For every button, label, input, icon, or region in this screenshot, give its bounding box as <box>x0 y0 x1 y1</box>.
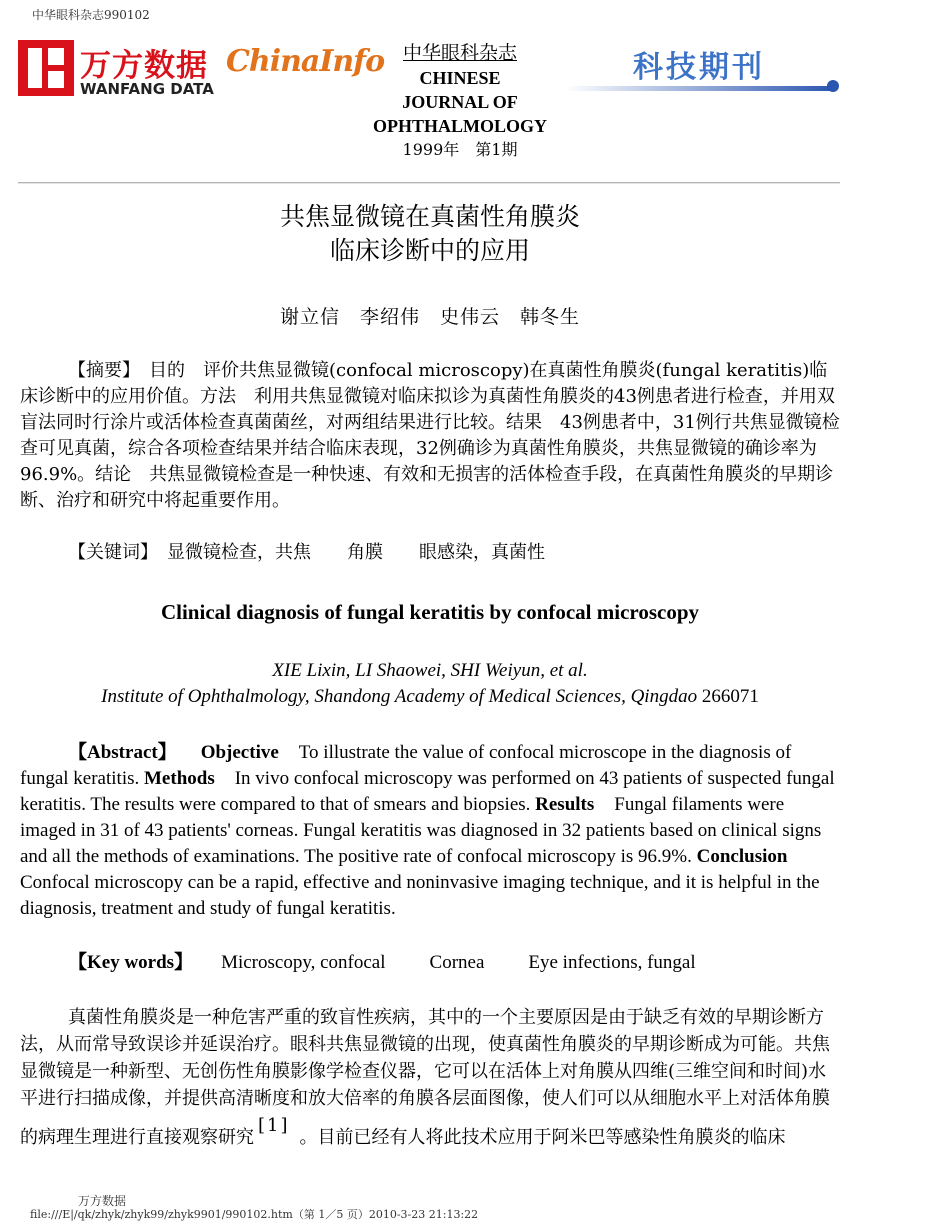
page-header: 中华眼科杂志990102 <box>32 8 150 22</box>
header-divider <box>18 182 840 184</box>
keywords-en-label: 【Key words】 <box>68 952 194 973</box>
journal-name-en-3: OPHTHALMOLOGY <box>372 116 547 136</box>
body-paragraph <box>20 1004 840 1151</box>
article-title-cn-line2: 临床诊断中的应用 <box>329 236 530 265</box>
keyword-3: Eye infections, fungal <box>528 952 696 973</box>
abstract-label: 【Abstract】 <box>68 742 177 763</box>
keyword-1: Microscopy, confocal <box>221 952 386 973</box>
keywords-en <box>20 950 840 976</box>
kjqk-logo[interactable] <box>565 40 845 100</box>
journal-name-en-1: CHINESE <box>419 68 501 88</box>
methods-label: Methods <box>144 768 215 789</box>
wanfang-logo-en: WANFANG DATA <box>80 80 214 98</box>
authors-cn: 谢立信 李绍伟 史伟云 韩冬生 <box>279 306 580 328</box>
journal-name-cn[interactable]: 中华眼科杂志 <box>402 42 517 64</box>
journal-heading <box>350 40 570 162</box>
wanfang-logo[interactable] <box>18 40 223 100</box>
institute-en <box>0 684 860 710</box>
footer-watermark: 万方数据 <box>78 1194 127 1208</box>
methods-text: In vivo confocal microscopy was performed on 43 patients of suspected fungal keratitis. The results were compared to that of smears and biopsies. <box>20 768 835 815</box>
article-title-en: Clinical diagnosis of fungal keratitis by confocal microscopy <box>160 600 700 624</box>
conclusion-text: Confocal microscopy can be a rapid, effective and noninvasive imaging technique, and it is helpful in the diagnosis, treatment and study of fungal keratitis. <box>20 872 820 919</box>
kjqk-dot-icon <box>827 80 839 92</box>
footer-path: file:///E|/qk/zhyk/zhyk99/zhyk9901/990102.htm（第 1／5 页）2010-3-23 21:13:22 <box>30 1208 479 1221</box>
objective-label: Objective <box>200 742 279 763</box>
body-text-b: 。目前已经有人将此技术应用于阿米巴等感染性角膜炎的临床 <box>299 1127 786 1148</box>
abstract-cn: 【摘要】 目的 评价共焦显微镜(confocal microscopy)在真菌性角膜炎(fungal keratitis)临床诊断中的应用价值。方法 利用共焦显微镜对临床拟诊为真菌性角膜炎的43例患者进行检查，并用双盲法同时行涂片或活体检查真菌菌丝，对两组结果进行比较。结果 43例患者中，31例行共焦显微镜检查可见真菌，综合各项检查结果并结合临床表现，32例确诊为真菌性角膜炎，共焦显微镜的确诊率为96.9%。结论 共焦显微镜检查是一种快速、有效和无损害的活体检查手段，在真菌性角膜炎的早期诊断、治疗和研究中将起重要作用。 <box>20 360 840 511</box>
wanfang-logo-cn: 万方数据 <box>80 48 208 84</box>
keyword-2: Cornea <box>429 952 485 973</box>
journal-name-en-2: JOURNAL OF <box>402 92 518 112</box>
abstract-en <box>20 740 840 922</box>
authors-en: XIE Lixin, LI Shaowei, SHI Weiyun, et al. <box>272 660 588 681</box>
objective-text: To illustrate the value of confocal microscope in the diagnosis of fungal keratitis. <box>20 742 792 789</box>
keywords-cn: 【关键词】 显微镜检查，共焦 角膜 眼感染，真菌性 <box>68 542 545 563</box>
conclusion-label: Conclusion <box>696 846 788 867</box>
reference-link[interactable]: [1] <box>258 1115 290 1136</box>
journal-issue: 1999年 第1期 <box>402 140 518 159</box>
kjqk-logo-text: 科技期刊 <box>633 50 765 85</box>
chinainfo-logo[interactable]: ChinaInfo <box>226 44 385 79</box>
body-text-a: 真菌性角膜炎是一种危害严重的致盲性疾病，其中的一个主要原因是由于缺乏有效的早期诊断方法，从而常导致误诊并延误治疗。眼科共焦显微镜的出现，使真菌性角膜炎的早期诊断成为可能。共焦显微镜是一种新型、无创伤性角膜影像学检查仪器，它可以在活体上对角膜从四维(三维空间和时间)水平进行扫描成像，并提供高清晰度和放大倍率的角膜各层面图像，使人们可以从细胞水平上对活体角膜的病理生理进行直接观察研究 <box>20 1007 830 1148</box>
institute-name: Institute of Ophthalmology, Shandong Academy of Medical Sciences, Qingdao <box>101 686 698 707</box>
article-title-cn-line1: 共焦显微镜在真菌性角膜炎 <box>279 202 580 231</box>
results-label: Results <box>535 794 595 815</box>
kjqk-swoosh-icon <box>565 86 835 91</box>
results-text: Fungal filaments were imaged in 31 of 43 patients' corneas. Fungal keratitis was diagnosed in 32 patients based on clinical signs and all the methods of examinations. The positive rate of confocal microscopy is 96.9%. <box>20 794 822 867</box>
wanfang-mark-icon <box>18 40 74 96</box>
postcode: 266071 <box>701 686 759 707</box>
